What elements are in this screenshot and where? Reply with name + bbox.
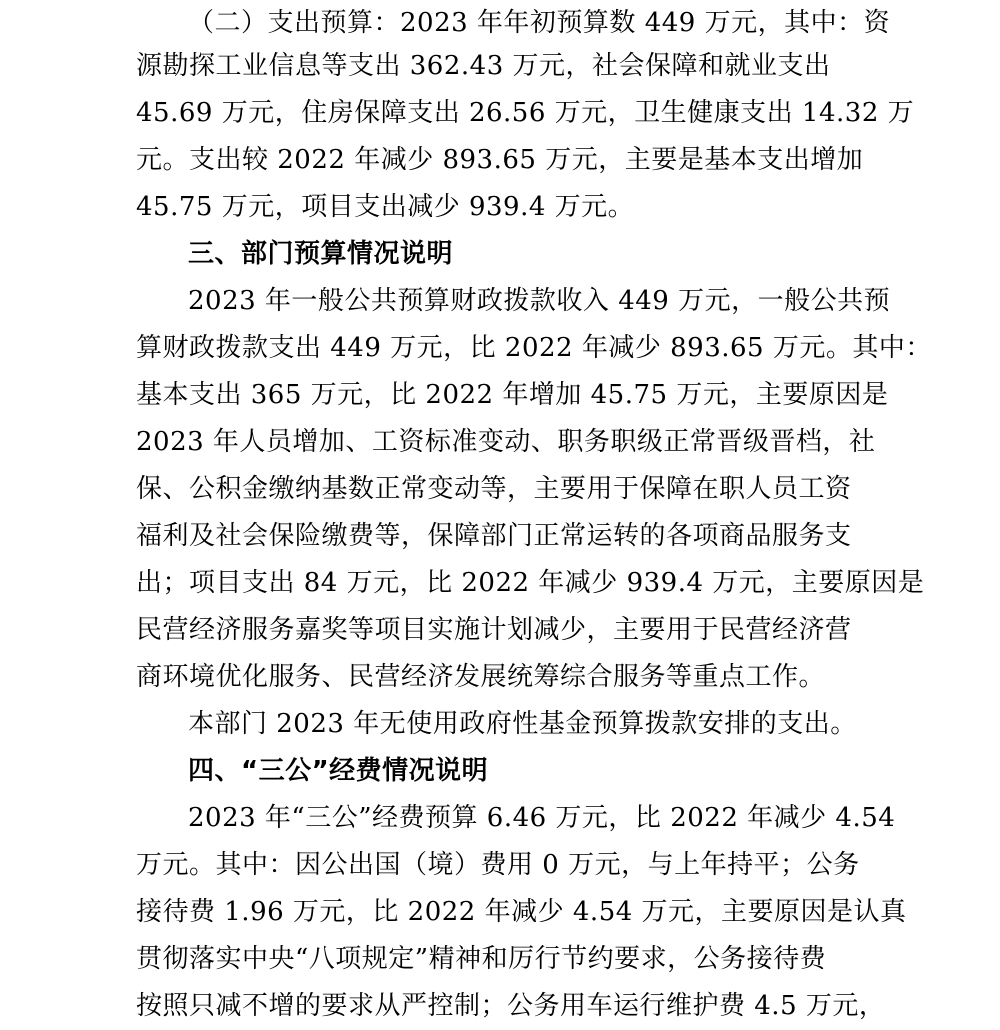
- section-heading: 三、部门预算情况说明: [188, 239, 454, 269]
- paragraph-line: 商环境优化服务、民营经济发展统筹综合服务等重点工作。: [136, 662, 826, 692]
- paragraph-line: 保、公积金缴纳基数正常变动等，主要用于保障在职人员工资: [136, 474, 852, 504]
- paragraph-line: 万元。其中：因公出国（境）费用 0 万元，与上年持平；公务: [136, 850, 860, 880]
- paragraph-line: 45.75 万元，项目支出减少 939.4 万元。: [136, 192, 635, 222]
- paragraph-line: 算财政拨款支出 449 万元，比 2022 年减少 893.65 万元。其中：: [136, 333, 932, 363]
- paragraph-line: 接待费 1.96 万元，比 2022 年减少 4.54 万元，主要原因是认真: [136, 897, 907, 927]
- paragraph-line: 2023 年一般公共预算财政拨款收入 449 万元，一般公共预: [188, 286, 891, 316]
- paragraph-line: 2023 年“三公”经费预算 6.46 万元，比 2022 年减少 4.54: [188, 803, 896, 833]
- paragraph-line: 源勘探工业信息等支出 362.43 万元，社会保障和就业支出: [136, 51, 831, 81]
- section-heading: 四、“三公”经费情况说明: [188, 756, 489, 786]
- paragraph-line: 贯彻落实中央“八项规定”精神和厉行节约要求，公务接待费: [136, 944, 827, 974]
- paragraph-line: 出；项目支出 84 万元，比 2022 年减少 939.4 万元，主要原因是: [136, 568, 925, 598]
- paragraph-line: 2023 年人员增加、工资标准变动、职务职级正常晋级晋档，社: [136, 427, 876, 457]
- paragraph-line: 45.69 万元，住房保障支出 26.56 万元，卫生健康支出 14.32 万: [136, 98, 915, 128]
- paragraph-line: 民营经济服务嘉奖等项目实施计划减少，主要用于民营经济营: [136, 615, 852, 645]
- paragraph-line: 按照只减不增的要求从严控制；公务用车运行维护费 4.5 万元，: [136, 991, 886, 1021]
- paragraph-line: 本部门 2023 年无使用政府性基金预算拨款安排的支出。: [188, 709, 857, 739]
- paragraph-line: 基本支出 365 万元，比 2022 年增加 45.75 万元，主要原因是: [136, 380, 889, 410]
- paragraph-line: 元。支出较 2022 年减少 893.65 万元，主要是基本支出增加: [136, 145, 864, 175]
- paragraph-line: （二）支出预算：2023 年年初预算数 449 万元，其中：资: [188, 8, 891, 38]
- paragraph-line: 福利及社会保险缴费等，保障部门正常运转的各项商品服务支: [136, 521, 852, 551]
